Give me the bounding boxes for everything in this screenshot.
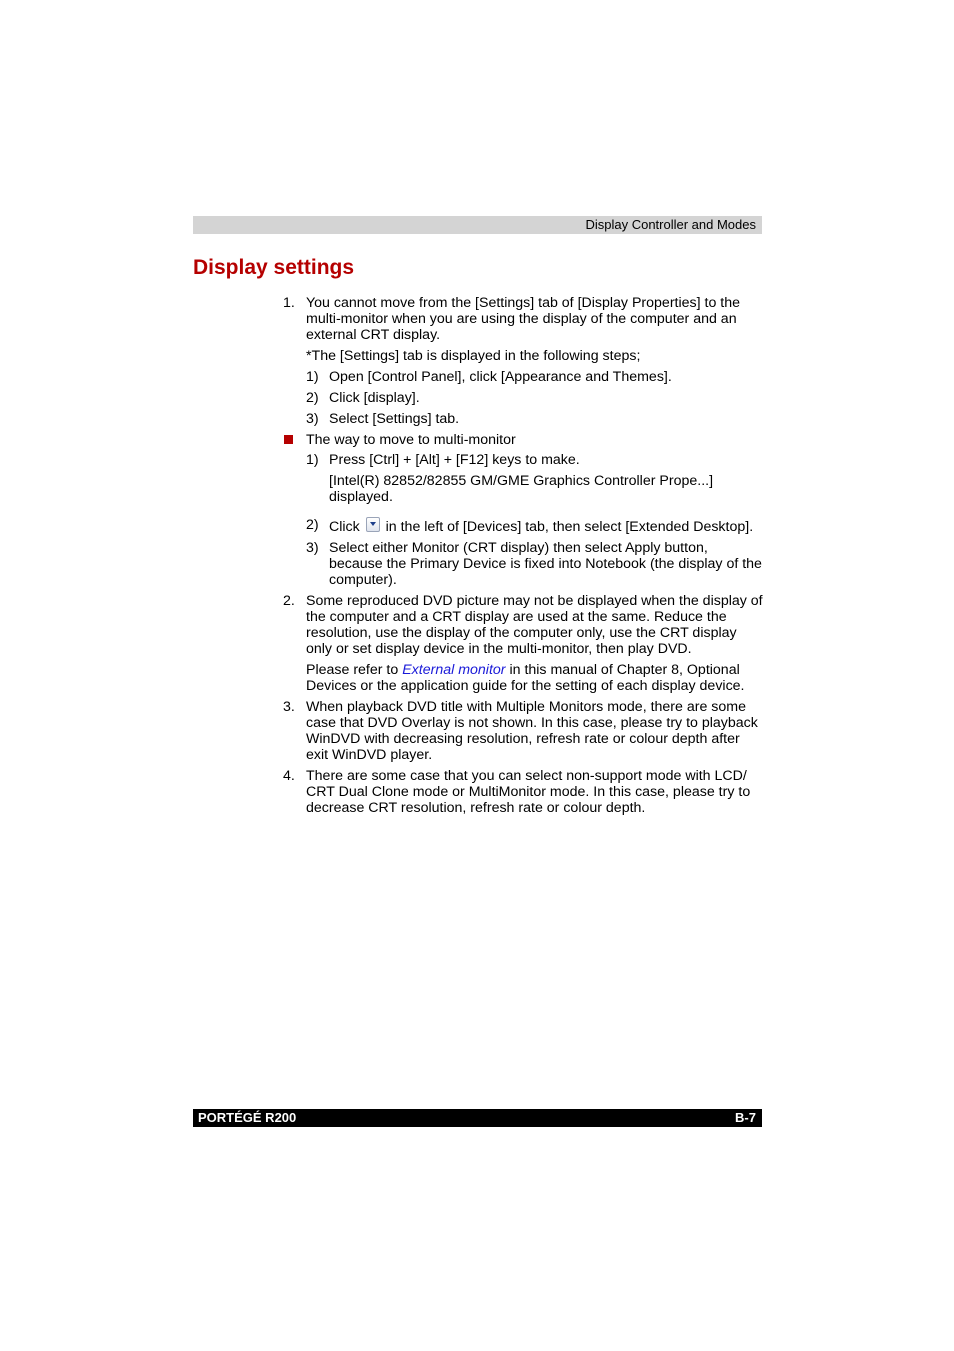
page-number: B-7: [735, 1110, 756, 1125]
bullet-text: The way to move to multi-monitor: [306, 432, 516, 448]
step-text: Open [Control Panel], click [Appearance and Themes].: [329, 369, 672, 385]
step-item: [306, 540, 763, 588]
square-bullet-icon: [284, 435, 293, 444]
bullet-item: [283, 432, 763, 448]
step-number: 3): [306, 540, 319, 556]
step-item: [306, 452, 763, 468]
running-footer: [193, 1109, 762, 1127]
settings-note: *The [Settings] tab is displayed in the following steps;: [306, 348, 641, 364]
step-text: Press [Ctrl] + [Alt] + [F12] keys to make.: [329, 452, 580, 468]
running-header: [193, 216, 762, 234]
step-extra: [306, 473, 763, 505]
step-number: 1): [306, 369, 319, 385]
step-text-before: Click: [329, 519, 364, 535]
list-item-3: [283, 699, 763, 763]
external-monitor-link[interactable]: External monitor: [402, 662, 506, 678]
list-item-1: [283, 295, 763, 343]
step-text: Select either Monitor (CRT display) then select Apply button, because the Primary Device is fixed into Notebook (the display of the computer).: [329, 540, 762, 588]
reference-before: Please refer to: [306, 662, 403, 678]
step-number: 2): [306, 390, 319, 406]
reference-after: in this manual of Chapter 8, Optional Devices or the application guide for the setting of each display device.: [306, 662, 745, 694]
item-text: Some reproduced DVD picture may not be displayed when the display of the computer and a CRT display are used at the same. Reduce the resolution, use the display of the computer only, use the CRT display only or set display device in the multi-monitor, then play DVD.: [306, 593, 763, 657]
step-item: [306, 411, 763, 427]
step-number: 1): [306, 452, 319, 468]
step-number: 2): [306, 517, 319, 533]
item-number: 1.: [283, 295, 295, 311]
item-number: 3.: [283, 699, 295, 715]
step-extra-text: [Intel(R) 82852/82855 GM/GME Graphics Controller Prope...] displayed.: [329, 473, 714, 505]
step-text: Click [display].: [329, 390, 420, 406]
item-text: You cannot move from the [Settings] tab of [Display Properties] to the multi-monitor when you are using the display of the computer and an external CRT display.: [306, 295, 741, 343]
step-item: [306, 390, 763, 406]
item-number: 2.: [283, 593, 295, 609]
list-item-4: [283, 768, 763, 816]
list-item-2: [283, 593, 763, 657]
product-name: PORTÉGÉ R200: [198, 1110, 297, 1125]
step-text-after: in the left of [Devices] tab, then select [Extended Desktop].: [381, 519, 754, 535]
step-item: [306, 369, 763, 385]
step-number: 3): [306, 411, 319, 427]
item-text: When playback DVD title with Multiple Monitors mode, there are some case that DVD Overlay is not shown. In this case, please try to playback WinDVD with decreasing resolution, refresh rate or colour depth after exit WinDVD player.: [306, 699, 758, 763]
page-title: Display settings: [193, 256, 355, 279]
reference-text: [306, 662, 763, 694]
step-item: [306, 517, 763, 535]
step-text: [329, 517, 763, 535]
section-title: Display Controller and Modes: [585, 217, 756, 232]
dropdown-arrow-icon: [366, 517, 380, 532]
main-content: [283, 295, 763, 816]
item-text: There are some case that you can select non-support mode with LCD/ CRT Dual Clone mode or MultiMonitor mode. In this case, please try to decrease CRT resolution, refresh rate or colour depth.: [306, 768, 751, 816]
step-text: Select [Settings] tab.: [329, 411, 460, 427]
item-number: 4.: [283, 768, 295, 784]
